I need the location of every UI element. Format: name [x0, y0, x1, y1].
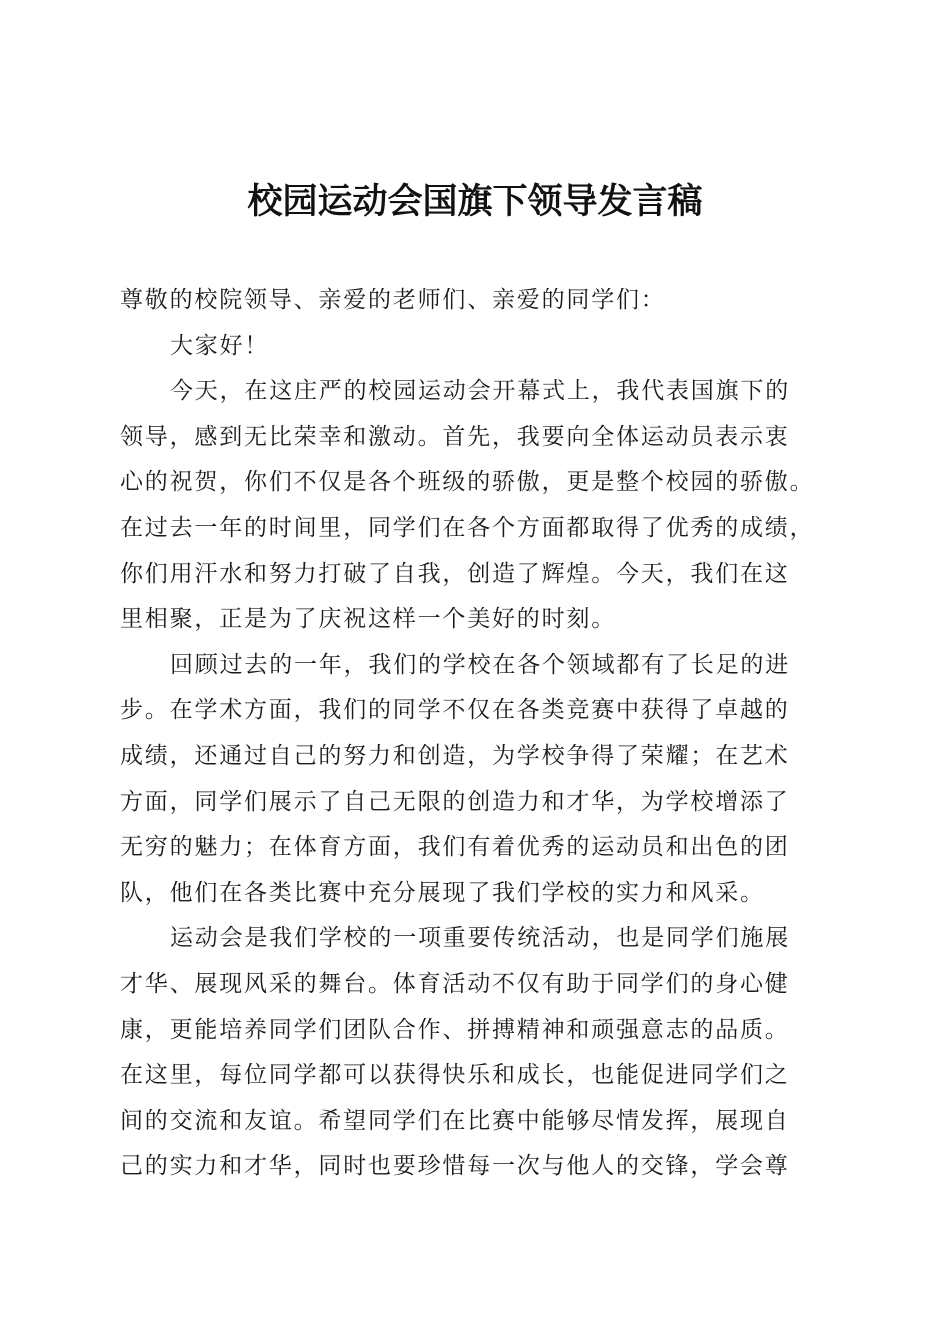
paragraph-line: 方面，同学们展示了自己无限的创造力和才华，为学校增添了	[120, 788, 790, 815]
paragraph-review	[120, 643, 832, 917]
paragraph-line: 里相聚，正是为了庆祝这样一个美好的时刻。	[120, 606, 616, 633]
paragraph-line: 回顾过去的一年，我们的学校在各个领域都有了长足的进	[170, 651, 790, 678]
paragraph-sports-meet	[120, 916, 832, 1190]
paragraph-line: 大家好！	[170, 332, 270, 359]
salutation: 尊敬的校院领导、亲爱的老师们、亲爱的同学们：	[120, 287, 666, 313]
paragraph-line: 队，他们在各类比赛中充分展现了我们学校的实力和风采。	[120, 879, 765, 906]
paragraph-line: 步。在学术方面，我们的同学不仅在各类竞赛中获得了卓越的	[120, 697, 790, 724]
paragraph-line: 运动会是我们学校的一项重要传统活动，也是同学们施展	[170, 925, 790, 952]
paragraph-line: 在这里，每位同学都可以获得快乐和成长，也能促进同学们之	[120, 1062, 790, 1089]
document-title: 校园运动会国旗下领导发言稿	[247, 181, 703, 222]
paragraph-line: 才华、展现风采的舞台。体育活动不仅有助于同学们的身心健	[120, 970, 790, 997]
paragraph-line: 无穷的魅力；在体育方面，我们有着优秀的运动员和出色的团	[120, 834, 790, 861]
paragraph-line: 今天，在这庄严的校园运动会开幕式上，我代表国旗下的	[170, 378, 790, 405]
paragraph-greeting	[120, 324, 832, 370]
document-body	[120, 278, 832, 1190]
paragraph-opening	[120, 369, 832, 643]
paragraph-line: 成绩，还通过自己的努力和创造，为学校争得了荣耀；在艺术	[120, 742, 790, 769]
paragraph-line: 领导，感到无比荣幸和激动。首先，我要向全体运动员表示衷	[120, 423, 790, 450]
paragraph-line: 心的祝贺，你们不仅是各个班级的骄傲，更是整个校园的骄傲。	[120, 469, 815, 496]
paragraph-line: 你们用汗水和努力打破了自我，创造了辉煌。今天，我们在这	[120, 560, 790, 587]
paragraph-line: 康，更能培养同学们团队合作、拼搏精神和顽强意志的品质。	[120, 1016, 790, 1043]
paragraph-line: 间的交流和友谊。希望同学们在比赛中能够尽情发挥，展现自	[120, 1107, 790, 1134]
paragraph-line: 在过去一年的时间里，同学们在各个方面都取得了优秀的成绩，	[120, 514, 815, 541]
paragraph-line: 己的实力和才华，同时也要珍惜每一次与他人的交锋，学会尊	[120, 1153, 790, 1180]
